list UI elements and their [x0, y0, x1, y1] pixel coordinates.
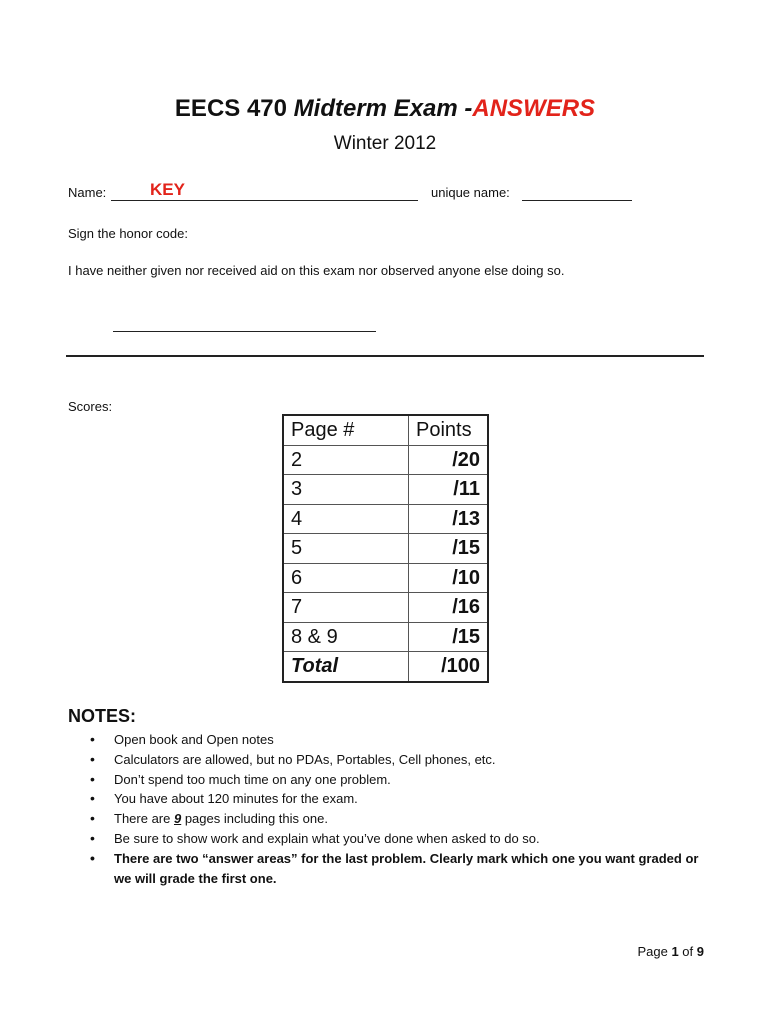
exam-term: Winter 2012: [333, 133, 437, 154]
row-page: 5: [283, 534, 409, 564]
table-header-row: [283, 415, 488, 445]
unique-name-field[interactable]: [522, 200, 632, 201]
table-row: [283, 622, 488, 652]
signature-line[interactable]: [113, 331, 376, 332]
list-item: • Open book and Open notes: [90, 730, 710, 750]
page-of: of: [682, 944, 694, 959]
title-course: EECS 470: [174, 95, 287, 122]
row-points: /16: [409, 593, 489, 623]
table-total-row: [283, 652, 488, 682]
list-item: [90, 809, 710, 829]
pages-prefix: There are: [114, 811, 174, 827]
title-exam: Midterm Exam -: [293, 95, 473, 122]
row-points: /15: [409, 622, 489, 652]
table-row: [283, 475, 488, 505]
row-points: /10: [409, 563, 489, 593]
notes-heading: NOTES:: [68, 706, 137, 726]
row-page: 7: [283, 593, 409, 623]
list-item: • You have about 120 minutes for the exam.: [90, 789, 710, 809]
table-row: [283, 504, 488, 534]
row-points: /15: [409, 534, 489, 564]
notes-list: [90, 730, 710, 888]
table-row: [283, 593, 488, 623]
table-row: [283, 445, 488, 475]
row-points: /20: [409, 445, 489, 475]
list-item: • Calculators are allowed, but no PDAs, Portables, Cell phones, etc.: [90, 750, 710, 770]
row-page: 2: [283, 445, 409, 475]
exam-title: [0, 95, 770, 123]
name-field[interactable]: [111, 200, 418, 201]
row-points: /13: [409, 504, 489, 534]
header-points: Points: [409, 415, 489, 445]
row-page: 4: [283, 504, 409, 534]
name-label: Name:: [68, 185, 107, 200]
unique-name-label: unique name:: [431, 185, 510, 200]
honor-statement: I have neither given nor received aid on this exam nor observed anyone else doing so.: [68, 263, 565, 278]
row-page: 3: [283, 475, 409, 505]
list-item: • Be sure to show work and explain what you’ve done when asked to do so.: [90, 829, 710, 849]
total-points: /100: [409, 652, 489, 682]
page-current: 1: [671, 944, 679, 959]
row-points: /11: [409, 475, 489, 505]
section-divider: [66, 355, 704, 357]
list-item: • There are two “answer areas” for the last problem. Clearly mark which one you want graded or we will grade the first one.: [90, 849, 710, 889]
pages-count: 9: [173, 811, 182, 827]
row-page: 8 & 9: [283, 622, 409, 652]
page-label: Page: [637, 944, 668, 959]
sign-honor-label: Sign the honor code:: [68, 226, 188, 241]
name-value: KEY: [150, 180, 185, 199]
title-answers: ANSWERS: [472, 95, 596, 122]
total-label: Total: [283, 652, 409, 682]
table-row: [283, 563, 488, 593]
scores-table: [282, 414, 489, 683]
row-page: 6: [283, 563, 409, 593]
page-number: [637, 944, 704, 959]
header-page: Page #: [283, 415, 409, 445]
table-row: [283, 534, 488, 564]
pages-suffix: pages including this one.: [181, 811, 328, 827]
scores-label: Scores:: [68, 399, 113, 414]
list-item: • Don’t spend too much time on any one problem.: [90, 770, 710, 790]
page-total: 9: [696, 944, 704, 959]
